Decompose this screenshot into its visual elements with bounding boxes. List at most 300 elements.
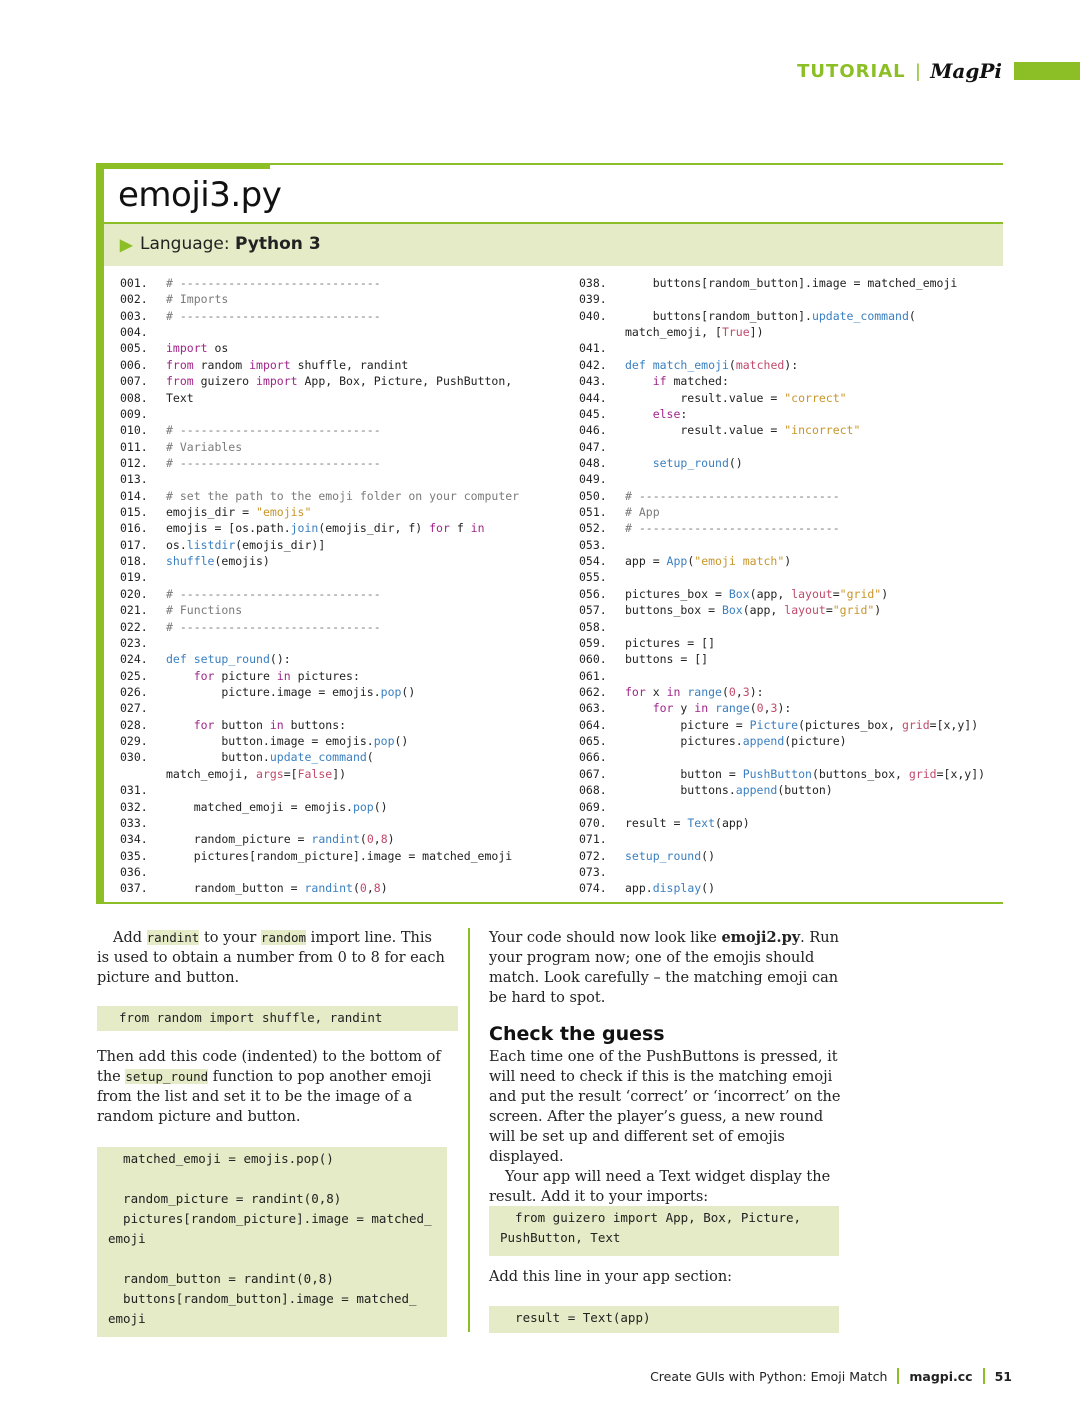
- code-token: ]): [332, 766, 347, 781]
- code-line: [120, 520, 485, 536]
- code-token: if: [652, 374, 667, 389]
- code-line: [579, 749, 625, 765]
- code-token: ,: [373, 832, 381, 847]
- line-number: 044.: [579, 390, 607, 405]
- line-number: 037.: [120, 881, 148, 896]
- code-line: [579, 717, 978, 733]
- code-token: shuffle: [166, 554, 215, 569]
- inline-code: randint: [146, 930, 200, 945]
- code-token: # -----------------------------: [166, 586, 381, 601]
- line-number: 024.: [120, 652, 148, 667]
- code-token: (buttons_box,: [811, 766, 909, 781]
- code-line: [579, 831, 625, 847]
- line-number: 047.: [579, 439, 607, 454]
- line-number: 020.: [120, 586, 148, 601]
- line-number: 056.: [579, 586, 607, 601]
- line-number: 016.: [120, 521, 148, 536]
- code-token: # set the path to the emoji folder on your computer: [166, 488, 520, 503]
- line-number: 017.: [120, 537, 148, 552]
- code-line: [120, 340, 228, 356]
- code-token: listdir: [186, 537, 236, 552]
- line-number: 062.: [579, 685, 607, 699]
- footer-site: magpi.cc: [909, 1368, 973, 1384]
- code-token: (: [359, 832, 367, 847]
- code-line: [579, 733, 847, 749]
- line-number: 038.: [579, 276, 607, 290]
- code-token: # -----------------------------: [625, 521, 840, 536]
- line-number: 072.: [579, 848, 607, 863]
- text-run: Then add this code (indented) to the bottom of the: [97, 1049, 441, 1085]
- code-token: # -----------------------------: [166, 619, 381, 634]
- line-number: 021.: [120, 603, 148, 618]
- code-token: f: [449, 521, 471, 536]
- code-token: emojis_dir =: [166, 505, 257, 520]
- code-token: matched: [735, 357, 785, 372]
- code-line: [120, 602, 242, 618]
- code-token: ():: [269, 652, 291, 667]
- code-token: ):: [749, 685, 764, 699]
- line-number: 007.: [120, 374, 148, 389]
- code-line: [120, 569, 166, 585]
- code-token: (: [366, 750, 374, 765]
- code-token: ):: [777, 701, 792, 716]
- code-token: def: [166, 652, 187, 667]
- code-line: [120, 635, 166, 651]
- code-token: [166, 718, 194, 732]
- line-number: 048.: [579, 455, 607, 470]
- line-number: 065.: [579, 734, 607, 749]
- code-token: Box: [721, 603, 743, 618]
- code-line: [579, 635, 715, 651]
- code-token: False: [297, 766, 333, 781]
- line-number: 022.: [120, 619, 148, 634]
- code-token: layout: [784, 603, 826, 618]
- code-token: append: [742, 734, 785, 749]
- line-number: 045.: [579, 406, 607, 421]
- code-token: y: [673, 701, 695, 716]
- line-number: 073.: [579, 864, 607, 879]
- paragraph: Add this line in your app section:: [489, 1269, 733, 1285]
- line-number: 006.: [120, 357, 148, 372]
- language-text: [140, 234, 321, 254]
- code-line: [120, 324, 166, 340]
- code-token: PushButton: [742, 766, 812, 781]
- line-number: 005.: [120, 341, 148, 356]
- line-number: 058.: [579, 619, 607, 634]
- code-token: args: [256, 766, 284, 781]
- code-token: x: [645, 685, 667, 699]
- code-token: =: [832, 586, 840, 601]
- code-token: from: [166, 357, 194, 372]
- code-token: (: [721, 685, 729, 699]
- code-line: [120, 864, 166, 880]
- body-column-right-2: [489, 1047, 841, 1207]
- code-line: [120, 439, 242, 455]
- code-line: [579, 880, 715, 896]
- magpi-logo: MagPi: [930, 59, 1002, 83]
- code-token: match_emoji: [652, 357, 729, 372]
- language-value: Python 3: [235, 234, 321, 254]
- code-token: range: [687, 685, 722, 699]
- code-token: ): [881, 586, 889, 601]
- code-token: # Variables: [166, 439, 243, 454]
- code-token: (app,: [749, 586, 792, 601]
- code-token: "emoji match": [694, 554, 785, 569]
- code-line: [579, 668, 625, 684]
- inline-code: setup_round: [125, 1069, 209, 1084]
- code-token: matched_emoji = emojis.: [166, 799, 353, 814]
- code-token: "correct": [784, 390, 847, 405]
- code-token: (: [352, 881, 360, 896]
- body-column-left: [97, 928, 447, 988]
- code-token: matched:: [666, 374, 729, 389]
- code-token: buttons[random_button].image = matched_emoji: [625, 276, 958, 290]
- language-bar: [104, 224, 1003, 266]
- code-column-left: [120, 275, 560, 900]
- code-token: 0: [728, 685, 736, 699]
- code-token: for: [429, 521, 450, 536]
- line-number: 046.: [579, 423, 607, 438]
- line-number: 035.: [120, 848, 148, 863]
- code-line: [579, 537, 625, 553]
- code-token: emojis = [os.path.: [166, 521, 291, 536]
- code-token: ]): [749, 325, 764, 340]
- code-line: [579, 357, 798, 373]
- code-token: [625, 374, 653, 388]
- line-number: 054.: [579, 554, 607, 569]
- code-token: display: [652, 881, 702, 896]
- code-token: import: [256, 374, 298, 389]
- code-line: [120, 880, 388, 896]
- code-token: pop: [373, 734, 395, 749]
- code-token: update_command: [811, 308, 909, 323]
- code-token: random: [193, 357, 250, 372]
- line-number: 053.: [579, 537, 607, 552]
- code-token: # Functions: [166, 603, 243, 618]
- code-token: 3: [770, 701, 778, 716]
- code-token: picture: [214, 668, 277, 683]
- code-token: pop: [380, 685, 402, 699]
- code-token: 3: [742, 685, 750, 699]
- line-number: 028.: [120, 717, 148, 732]
- code-token: setup_round: [625, 848, 702, 863]
- line-number: 008.: [120, 390, 148, 405]
- chevron-right-icon: ▶: [120, 237, 133, 254]
- page-header: [797, 58, 1080, 84]
- code-token: button =: [625, 766, 743, 781]
- code-line: [120, 782, 166, 798]
- line-number: 015.: [120, 505, 148, 520]
- box-left-bar: [96, 163, 104, 904]
- code-token: ): [874, 603, 882, 618]
- line-number: 074.: [579, 881, 607, 896]
- code-line: [120, 537, 325, 553]
- code-token: (: [749, 701, 757, 716]
- box-bottom-rule: [104, 902, 1003, 904]
- code-line: [120, 390, 194, 406]
- code-token: pictures_box =: [625, 586, 729, 601]
- code-token: :: [680, 406, 688, 421]
- code-token: (emojis): [214, 554, 270, 569]
- code-token: buttons.: [625, 783, 736, 798]
- code-token: setup_round: [652, 455, 729, 470]
- code-line: [579, 799, 625, 815]
- code-token: [166, 669, 194, 683]
- code-line: [120, 668, 360, 684]
- text-run: . Run your program now; one of the emojis should match. Look carefully – the matching emoji can be hard to spot.: [489, 930, 839, 1006]
- code-token: (): [701, 881, 716, 896]
- line-number: 001.: [120, 276, 148, 290]
- code-line: [120, 700, 166, 716]
- code-token: "grid": [832, 603, 875, 618]
- code-line: [120, 406, 166, 422]
- column-divider: [468, 928, 470, 1332]
- code-line: [120, 488, 519, 504]
- code-token: "incorrect": [784, 423, 861, 438]
- code-line: [120, 733, 408, 749]
- code-line: [579, 520, 840, 536]
- body-column-right-3: [489, 1267, 841, 1287]
- code-line: [120, 749, 374, 765]
- code-token: pictures = []: [625, 635, 716, 650]
- code-line: [579, 390, 847, 406]
- paragraph: [97, 1047, 447, 1127]
- code-token: Picture: [749, 717, 799, 732]
- code-line: [579, 439, 625, 455]
- code-token: (app): [715, 815, 750, 830]
- code-token: (): [401, 685, 416, 699]
- code-token: picture.image = emojis.: [166, 685, 381, 699]
- line-number: 050.: [579, 488, 607, 503]
- code-token: pictures:: [290, 668, 360, 683]
- line-number: 039.: [579, 292, 607, 307]
- line-number: 029.: [120, 734, 148, 749]
- code-token: layout: [791, 586, 833, 601]
- code-token: append: [735, 783, 778, 798]
- line-number: 043.: [579, 374, 607, 389]
- code-token: app.: [625, 881, 653, 896]
- code-line: [579, 586, 888, 602]
- line-number: 002.: [120, 292, 148, 307]
- line-number: 011.: [120, 439, 148, 454]
- filename: emoji2.py: [721, 929, 801, 946]
- code-token: # -----------------------------: [166, 276, 381, 290]
- code-token: (: [908, 308, 916, 323]
- code-token: result.value =: [625, 423, 785, 438]
- code-line: [579, 619, 625, 635]
- language-label: Language:: [140, 234, 230, 254]
- paragraph: [489, 928, 841, 1008]
- line-number: 071.: [579, 832, 607, 847]
- code-line: [579, 340, 625, 356]
- code-token: else: [652, 406, 681, 421]
- text-run: Add: [113, 930, 147, 946]
- code-token: result =: [625, 815, 688, 830]
- code-token: (pictures_box,: [798, 717, 902, 732]
- code-snippet: from guizero import App, Box, Picture, PushButton, Text: [489, 1206, 839, 1256]
- line-number: 042.: [579, 357, 607, 372]
- code-token: in: [276, 668, 291, 683]
- code-line: [579, 471, 625, 487]
- code-line: [120, 799, 388, 815]
- code-token: Text: [687, 815, 716, 830]
- code-token: (): [701, 848, 716, 863]
- body-column-left-2: [97, 1047, 447, 1127]
- code-token: random_button =: [166, 881, 305, 896]
- footer-caption: Create GUIs with Python: Emoji Match: [650, 1368, 888, 1384]
- line-number: 036.: [120, 864, 148, 879]
- code-token: "grid": [839, 586, 882, 601]
- code-token: Text: [166, 390, 194, 405]
- paragraph: Your app will need a Text widget display the result. Add it to your imports:: [489, 1169, 831, 1205]
- code-token: App, Box, Picture, PushButton,: [297, 374, 513, 389]
- line-number: 049.: [579, 472, 607, 487]
- code-token: # -----------------------------: [166, 423, 381, 438]
- line-number: 031.: [120, 783, 148, 798]
- code-line: [120, 373, 512, 389]
- code-token: 0: [756, 701, 764, 716]
- code-token: pop: [352, 799, 374, 814]
- code-token: join: [290, 521, 319, 536]
- code-token: for: [193, 668, 215, 683]
- code-token: buttons = []: [625, 652, 709, 667]
- text-run: to your: [199, 930, 261, 946]
- code-line: [120, 291, 228, 307]
- line-number: 061.: [579, 668, 607, 683]
- code-line: [579, 455, 743, 471]
- code-line: [579, 602, 881, 618]
- code-token: ): [387, 832, 395, 847]
- code-line: [579, 308, 916, 324]
- code-token: in: [269, 717, 284, 732]
- line-number: 026.: [120, 685, 148, 699]
- code-token: =[x,y]): [936, 766, 986, 781]
- code-token: for: [193, 717, 215, 732]
- line-number: 060.: [579, 652, 607, 667]
- box-tab: [96, 163, 270, 169]
- text-run: function to pop another emoji from the list and set it to be the image of a random picture and button.: [97, 1069, 432, 1125]
- code-line: [579, 373, 729, 389]
- line-number: 059.: [579, 635, 607, 650]
- code-token: pictures[random_picture].image = matched_emoji: [166, 848, 513, 863]
- code-token: ,: [735, 685, 743, 699]
- line-number: 041.: [579, 341, 607, 356]
- line-number: 013.: [120, 472, 148, 487]
- code-token: pictures.: [625, 734, 743, 749]
- line-number: 066.: [579, 750, 607, 765]
- code-token: match_emoji, [: [625, 325, 722, 340]
- line-number: 034.: [120, 832, 148, 847]
- code-token: randint: [304, 881, 353, 896]
- code-token: os: [207, 341, 229, 356]
- line-number: 057.: [579, 603, 607, 618]
- code-line: [120, 619, 381, 635]
- code-token: # -----------------------------: [625, 488, 840, 503]
- code-token: update_command: [269, 750, 367, 765]
- code-token: # -----------------------------: [166, 455, 381, 470]
- line-number: 051.: [579, 505, 607, 520]
- code-token: os.: [166, 537, 187, 552]
- code-line: [579, 569, 625, 585]
- line-number: 052.: [579, 521, 607, 536]
- code-token: ): [380, 881, 388, 896]
- text-run: Your code should now look like: [489, 930, 722, 946]
- code-token: ): [784, 554, 792, 569]
- code-token: button.image = emojis.: [166, 734, 374, 749]
- code-token: ):: [784, 357, 799, 372]
- code-line: [120, 586, 381, 602]
- line-number: 027.: [120, 701, 148, 716]
- code-line: [579, 324, 764, 340]
- code-token: randint: [311, 832, 360, 847]
- code-token: import: [166, 341, 208, 356]
- code-line: [120, 651, 291, 667]
- code-line: [579, 815, 750, 831]
- code-token: buttons:: [283, 717, 347, 732]
- code-token: in: [666, 685, 681, 699]
- code-line: [120, 815, 166, 831]
- section-label: TUTORIAL: [797, 60, 906, 82]
- body-column-right: [489, 928, 841, 1008]
- code-column-right: [579, 275, 999, 900]
- code-line: [120, 275, 381, 291]
- line-number: 070.: [579, 815, 607, 830]
- code-token: result.value =: [625, 390, 785, 405]
- code-line: [579, 422, 860, 438]
- code-line: [120, 308, 381, 324]
- code-line: [120, 717, 346, 733]
- code-token: [625, 407, 653, 421]
- code-token: (): [394, 734, 409, 749]
- code-token: Box: [728, 586, 750, 601]
- code-token: (): [373, 799, 388, 814]
- code-token: (emojis_dir, f): [318, 521, 430, 536]
- code-line: [579, 488, 840, 504]
- section-heading: Check the guess: [489, 1023, 665, 1045]
- page-footer: [650, 1368, 1012, 1384]
- line-number: 012.: [120, 455, 148, 470]
- code-line: [120, 766, 346, 782]
- code-token: import: [249, 357, 291, 372]
- line-number: 010.: [120, 423, 148, 438]
- code-token: =: [825, 603, 833, 618]
- code-line: [120, 504, 311, 520]
- code-token: (button): [777, 783, 833, 798]
- code-token: # -----------------------------: [166, 308, 381, 323]
- code-line: [579, 848, 715, 864]
- code-token: 8: [380, 832, 388, 847]
- line-number: 040.: [579, 308, 607, 323]
- line-number: 055.: [579, 570, 607, 585]
- code-token: grid: [901, 717, 930, 732]
- code-line: [120, 357, 408, 373]
- code-token: range: [715, 701, 750, 716]
- code-token: button.: [166, 750, 270, 765]
- code-line: [579, 684, 764, 700]
- code-snippet: matched_emoji = emojis.pop() random_picture = randint(0,8) pictures[random_picture].image = matched_ emoji random_button = randint(0,8) buttons[random_button].image = matched_ emoji: [97, 1147, 447, 1337]
- line-number: 069.: [579, 799, 607, 814]
- code-token: (picture): [784, 734, 847, 749]
- text-run: import line. This is used to obtain a number from 0 to 8 for each picture and button.: [97, 930, 445, 986]
- code-token: (): [728, 455, 743, 470]
- code-token: True: [721, 325, 750, 340]
- accent-bar: [1014, 62, 1080, 80]
- code-token: App: [666, 554, 688, 569]
- code-line: [120, 848, 512, 864]
- inline-code: random: [260, 930, 307, 945]
- code-token: (: [687, 554, 695, 569]
- line-number: 063.: [579, 701, 607, 716]
